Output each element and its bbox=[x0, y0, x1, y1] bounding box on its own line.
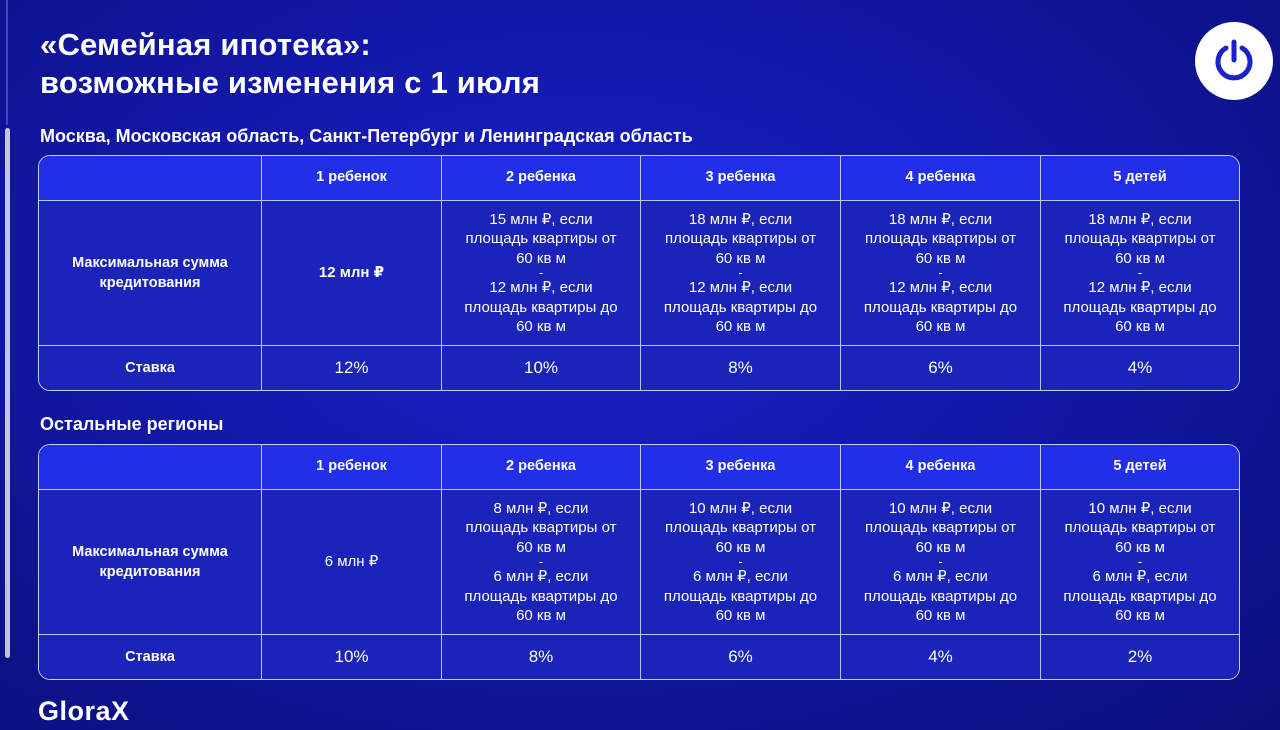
max-amount-large-flat: 10 млн ₽, если площадь квартиры от 60 кв м bbox=[665, 499, 816, 556]
max-amount-cell bbox=[1041, 201, 1239, 346]
column-header-4: 4 ребенка bbox=[841, 445, 1041, 490]
scroll-indicator bbox=[5, 128, 10, 658]
max-amount-small-flat: 12 млн ₽, если площадь квартиры до 60 кв м bbox=[663, 279, 818, 335]
column-header-2: 2 ребенка bbox=[442, 445, 641, 490]
column-header-4: 4 ребенка bbox=[841, 156, 1041, 201]
max-amount-large-flat: 18 млн ₽, если площадь квартиры от 60 кв м bbox=[865, 210, 1016, 267]
row-label-max-amount: Максимальная сумма кредитования bbox=[39, 201, 262, 346]
page-title-line2: возможные изменения с 1 июля bbox=[40, 65, 541, 100]
rate-cell: 4% bbox=[841, 635, 1041, 679]
separator-dash: - bbox=[738, 554, 743, 569]
column-header-5: 5 детей bbox=[1041, 156, 1239, 201]
row-label-rate: Ставка bbox=[39, 635, 262, 679]
rate-cell: 10% bbox=[442, 346, 641, 390]
max-amount-value: 12 млн ₽ bbox=[318, 264, 385, 282]
max-amount-large-flat: 15 млн ₽, если площадь квартиры от 60 кв м bbox=[465, 210, 617, 267]
max-amount-cell bbox=[841, 490, 1041, 635]
max-amount-cell bbox=[262, 490, 442, 635]
max-amount-small-flat: 6 млн ₽, если площадь квартиры до 60 кв м bbox=[464, 568, 618, 624]
section-title-capital: Москва, Московская область, Санкт-Петербург и Ленинградская область bbox=[40, 126, 693, 146]
max-amount-cell bbox=[641, 490, 841, 635]
side-accent-line bbox=[6, 0, 8, 125]
mortgage-table-regions bbox=[38, 444, 1240, 680]
max-amount-small-flat: 6 млн ₽, если площадь квартиры до 60 кв м bbox=[1063, 568, 1217, 624]
max-amount-small-flat: 12 млн ₽, если площадь квартиры до 60 кв м bbox=[863, 279, 1018, 335]
power-icon bbox=[1209, 36, 1259, 86]
mortgage-table-capital bbox=[38, 155, 1240, 391]
separator-dash: - bbox=[938, 554, 943, 569]
rate-cell: 2% bbox=[1041, 635, 1239, 679]
max-amount-cell bbox=[641, 201, 841, 346]
max-amount-small-flat: 12 млн ₽, если площадь квартиры до 60 кв м bbox=[1063, 279, 1217, 335]
max-amount-cell bbox=[262, 201, 442, 346]
max-amount-small-flat: 12 млн ₽, если площадь квартиры до 60 кв м bbox=[464, 279, 618, 335]
header-corner-cell bbox=[39, 156, 262, 201]
max-amount-large-flat: 18 млн ₽, если площадь квартиры от 60 кв м bbox=[1064, 210, 1216, 267]
section-title-regions: Остальные регионы bbox=[40, 414, 224, 434]
separator-dash: - bbox=[538, 265, 544, 280]
separator-dash: - bbox=[738, 265, 743, 280]
rate-cell: 10% bbox=[262, 635, 442, 679]
rate-cell: 6% bbox=[641, 635, 841, 679]
brand-logo bbox=[1195, 22, 1273, 100]
brand-wordmark: GloraX bbox=[38, 696, 130, 726]
max-amount-large-flat: 18 млн ₽, если площадь квартиры от 60 кв м bbox=[665, 210, 816, 267]
page-title-line1: «Семейная ипотека»: bbox=[40, 27, 371, 62]
separator-dash: - bbox=[1137, 554, 1143, 569]
max-amount-cell bbox=[442, 490, 641, 635]
max-amount-cell bbox=[841, 201, 1041, 346]
rate-cell: 12% bbox=[262, 346, 442, 390]
column-header-2: 2 ребенка bbox=[442, 156, 641, 201]
rate-cell: 8% bbox=[442, 635, 641, 679]
max-amount-small-flat: 6 млн ₽, если площадь квартиры до 60 кв м bbox=[663, 568, 818, 624]
row-label-rate: Ставка bbox=[39, 346, 262, 390]
separator-dash: - bbox=[538, 554, 544, 569]
separator-dash: - bbox=[938, 265, 943, 280]
max-amount-small-flat: 6 млн ₽, если площадь квартиры до 60 кв м bbox=[863, 568, 1018, 624]
rate-cell: 8% bbox=[641, 346, 841, 390]
max-amount-value: 6 млн ₽ bbox=[324, 553, 379, 571]
column-header-1: 1 ребенок bbox=[262, 156, 442, 201]
max-amount-large-flat: 10 млн ₽, если площадь квартиры от 60 кв м bbox=[1064, 499, 1216, 556]
rate-cell: 4% bbox=[1041, 346, 1239, 390]
max-amount-cell bbox=[442, 201, 641, 346]
rate-cell: 6% bbox=[841, 346, 1041, 390]
row-label-max-amount: Максимальная сумма кредитования bbox=[39, 490, 262, 635]
column-header-1: 1 ребенок bbox=[262, 445, 442, 490]
separator-dash: - bbox=[1137, 265, 1143, 280]
column-header-3: 3 ребенка bbox=[641, 445, 841, 490]
column-header-5: 5 детей bbox=[1041, 445, 1239, 490]
header-corner-cell bbox=[39, 445, 262, 490]
max-amount-large-flat: 8 млн ₽, если площадь квартиры от 60 кв м bbox=[465, 499, 617, 556]
max-amount-large-flat: 10 млн ₽, если площадь квартиры от 60 кв м bbox=[865, 499, 1016, 556]
max-amount-cell bbox=[1041, 490, 1239, 635]
column-header-3: 3 ребенка bbox=[641, 156, 841, 201]
page-title bbox=[40, 26, 540, 102]
